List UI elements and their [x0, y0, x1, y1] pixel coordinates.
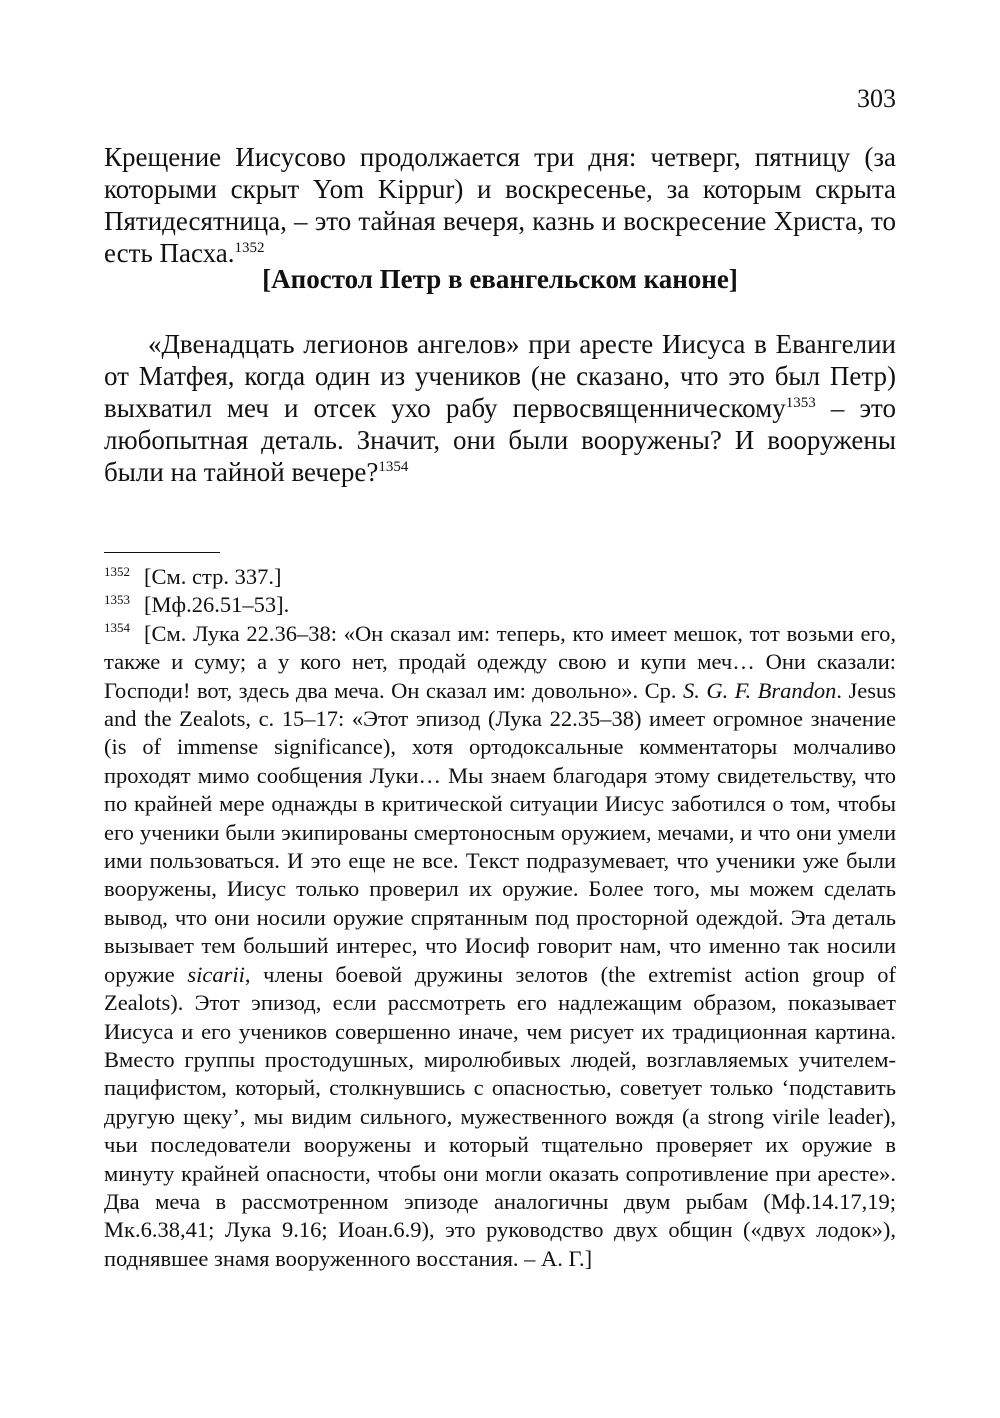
footnote-number: 1354	[104, 620, 130, 636]
footnote-1354	[104, 620, 896, 1273]
footnote-ref-1352: 1352	[234, 240, 265, 256]
footnote-term: sicarii	[187, 961, 245, 987]
footnote-author: S. G. F. Brandon	[682, 677, 837, 703]
footnote-1353	[104, 591, 896, 619]
footnote-text: [См. стр. 337.]	[144, 564, 282, 589]
footnote-number: 1353	[104, 591, 130, 607]
footnote-ref-1354: 1354	[378, 459, 409, 475]
page-number: 303	[857, 84, 896, 113]
footnotes	[104, 563, 896, 1273]
footnote-separator	[104, 552, 220, 553]
footnote-text-c: , члены боевой дружины зелотов (the extremist action group of Zealots). Этот эпизод, если рассмотреть его надлежащим образом, показывает Иисуса и его учеников совершенно иначе, чем рисует их традиционная картина. Вместо группы простодушных, миролюбивых людей, возглавляемых учителем-пацифистом, который, столкнувшись с опасностью, советует только ‘подставить другую щеку’, мы видим сильного, мужественного вождя (a strong virile leader), чьи последователи вооружены и который тщательно проверяет их оружие в минуту крайней опасности, чтобы они могли оказать сопротивление при аресте». Два меча в рассмотренном эпизоде аналогичны двум рыбам (Мф.14.17,19; Мк.6.38,41; Лука 9.16; Иоан.6.9), это руководство двух общин («двух лодок»), поднявшее знамя вооруженного восстания. – А. Г.]	[104, 961, 896, 1271]
paragraph-2-part1: «Двенадцать легионов ангелов» при аресте Иисуса в Евангелии от Матфея, когда один из учеников (не сказано, что это был Петр) выхватил меч и отсек ухо рабу первосвященническому	[104, 329, 896, 423]
footnote-number: 1352	[104, 563, 130, 579]
footnote-ref-1353: 1353	[785, 395, 816, 411]
footnote-text: [Мф.26.51–53].	[144, 592, 290, 618]
paragraph-2-part2: – это любопытная деталь. Значит, они были вооружены? И вооружены были на тайной вечере?	[104, 393, 896, 487]
paragraph-1	[104, 141, 896, 269]
paragraph-2	[104, 328, 896, 488]
paragraph-1-text: Крещение Иисусово продолжается три дня: четверг, пятницу (за которыми скрыт Yom Kippur) и воскресенье, за которым скрыта Пятидесятница, – это тайная вечеря, казнь и воскресение Христа, то есть Пасха.	[104, 142, 896, 268]
footnote-1352	[104, 563, 896, 591]
section-heading: [Апостол Петр в евангельском каноне]	[262, 264, 738, 294]
footnote-text-b: . Jesus and the Zealots, с. 15–17: «Этот эпизод (Лука 22.35–38) имеет огромное значение (is of immense significance), хотя ортодоксальные комментаторы молчаливо проходят мимо сообщения Луки… Мы знаем благодаря этому свидетельству, что по крайней мере однажды в критической ситуации Иисус заботился о том, чтобы его ученики были экипированы смертоносным оружием, мечами, и что они умели ими пользоваться. И это еще не все. Текст подразумевает, что ученики уже были вооружены, Иисус только проверил их оружие. Более того, мы можем сделать вывод, что они носили оружие спрятанным под просторной одеждой. Эта деталь вызывает тем больший интерес, что Иосиф говорит нам, что именно так носили оружие	[104, 677, 897, 987]
footnote-text-a: [См. Лука 22.36–38: «Он сказал им: теперь, кто имеет мешок, тот возьми его, также и суму; а у кого нет, продай одежду свою и купи меч… Они сказали: Господи! вот, здесь два меча. Он сказал им: довольно». Ср.	[104, 620, 896, 703]
